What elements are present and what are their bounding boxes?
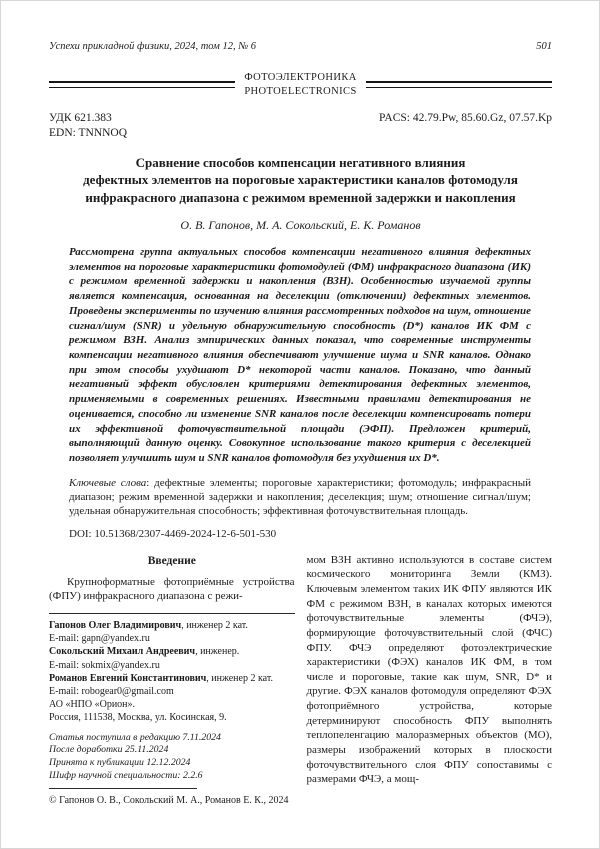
authors-line: О. В. Гапонов, М. А. Сокольский, Е. К. Романов bbox=[180, 217, 421, 232]
article-title-line3: инфракрасного диапазона с режимом временной задержки и накопления bbox=[85, 189, 516, 205]
copyright-rule bbox=[49, 788, 197, 789]
specialty-code: Шифр научной специальности: 2.2.6 bbox=[49, 769, 203, 781]
article-title bbox=[49, 154, 552, 206]
article-title-line1: Сравнение способов компенсации негативного влияния bbox=[135, 155, 466, 171]
footnote-address: Россия, 111538, Москва, ул. Косинская, 9. bbox=[49, 712, 227, 724]
footnote-person-role: , инженер 2 кат. bbox=[206, 672, 273, 684]
section-banner bbox=[49, 71, 552, 98]
section-name bbox=[244, 71, 356, 98]
left-column bbox=[49, 553, 295, 808]
udk-code: УДК 621.383 bbox=[49, 112, 112, 125]
footnote-person-email: E-mail: gapn@yandex.ru bbox=[49, 633, 150, 645]
footnote-person bbox=[49, 672, 295, 685]
footnote-person-name: Сокольский Михаил Андреевич bbox=[49, 646, 196, 658]
footnote-person bbox=[49, 619, 295, 632]
date-received: Статья поступила в редакцию 7.11.2024 bbox=[49, 731, 221, 743]
section-name-ru: ФОТОЭЛЕКТРОНИКА bbox=[244, 72, 357, 83]
journal-name: Успехи прикладной физики, 2024, том 12, № 6 bbox=[49, 41, 257, 52]
keywords-paragraph bbox=[69, 476, 531, 519]
footnote-person-email: E-mail: robogear0@gmail.com bbox=[49, 685, 174, 697]
footnote-person-name: Гапонов Олег Владимирович bbox=[49, 620, 182, 632]
abstract-text: Рассмотрена группа актуальных способов компенсации негативного влияния дефектных элементов на пороговые характеристики фотомодулей (ФМ) инфракрасного диапазона (ИК) с режимом временной задержки и накопления (ВЗН). Особенностью изучаемой группы является компенсация, основанная на деселекции (отключении) дефектных элементов. Проведены эксперименты по изучению влияния рассмотренных подходов на шум, отношение сигнал/шум (SNR) и удельную обнаружительную способность (D*) каналов ИК ФМ с режимом ВЗН. Анализ эмпирических данных показал, что современные инструменты компенсации негативного влияния обеспечивают улучшение шума и SNR каналов. Однако при этом способы ухудшают D* некоторой части каналов. Показано, что данный негативный эффект обусловлен критериями детектирования дефектных элементов, применяемыми в современных решениях. Известными правилами детектирования не оценивается, способно ли изменение SNR каналов после деселекции компенсировать потери их эффективной фоточувствительной площади (ЭФП). Предложен критерий, выполняющий данную оценку. Совокупное использование такого критерия с деселекцией позволяет улучшить шум и SNR каналов фотомодуля без ухудшения их D*. bbox=[69, 245, 531, 465]
section-name-en: PHOTOELECTRONICS bbox=[244, 85, 357, 97]
footnote-person-name: Романов Евгений Константинович bbox=[49, 672, 207, 684]
pacs-code: PACS: 42.79.Pw, 85.60.Gz, 07.57.Kp bbox=[379, 112, 552, 125]
right-column bbox=[307, 553, 553, 808]
right-column-paragraph: мом ВЗН активно используются в составе систем космического мониторинга Земли (КМЗ). Ключевым элементом таких ИК ФПУ являются ИК ФМ с режимом ВЗН, в каналах которых имеются фоточувствительные элементы (ФЧЭ), формирующие фоточувствительный слой (ФЧС) ФПУ. ФЧЭ определяют фотоэлектрические характеристики (ФЭХ) каналов ИК ФМ, в том числе и пороговые, такие как шум, SNR, D* и другие. ФЭХ каналов фотомодуля определяют ФЭХ фотоприёмного устройства, которые детерминируют способность ФПУ выполнять теплопеленгацию малоразмерных объектов (МО), размеры изображений которых в плоскости фоточувствительного слоя ФПУ сопоставимы с размерами ФЧЭ, а мощ- bbox=[306, 553, 552, 786]
copyright-line: © Гапонов О. В., Сокольский М. А., Романов Е. К., 2024 bbox=[49, 795, 289, 807]
article-title-line2: дефектных элементов на пороговые характеристики каналов фотомодуля bbox=[83, 172, 518, 188]
page-number: 501 bbox=[536, 41, 552, 52]
introduction-paragraph: Крупноформатные фотоприёмные устройства (ФПУ) инфракрасного диапазона с режи- bbox=[49, 575, 295, 603]
date-accepted: Принята к публикации 12.12.2024 bbox=[49, 757, 191, 768]
banner-rule-right bbox=[366, 81, 552, 88]
edn-code: EDN: TNNNOQ bbox=[49, 126, 128, 139]
footnote-person bbox=[49, 645, 295, 658]
date-revised: После доработки 25.11.2024 bbox=[49, 744, 169, 756]
footnote-person-email: E-mail: sokmix@yandex.ru bbox=[49, 659, 160, 671]
keywords-text: : дефектные элементы; пороговые характеристики; фотомодуль; инфракрасный диапазон; режим временной задержки и накопления; деселекция; шум; отношение сигнал/шум; удельная обнаружительная способность; эффективная фоточувствительная площадь. bbox=[69, 476, 531, 518]
banner-rule-left bbox=[49, 81, 235, 88]
footnote-person-role: , инженер. bbox=[195, 646, 240, 658]
footnote-dates bbox=[49, 732, 295, 783]
doi-line: DOI: 10.51368/2307-4469-2024-12-6-501-530 bbox=[69, 527, 277, 540]
footnote-person-role: , инженер 2 кат. bbox=[181, 620, 248, 632]
author-footnote bbox=[49, 613, 295, 808]
footnote-organization: АО «НПО «Орион». bbox=[49, 699, 136, 711]
body-columns bbox=[49, 553, 552, 808]
running-head bbox=[49, 41, 552, 52]
introduction-heading: Введение bbox=[147, 554, 196, 567]
keywords-label: Ключевые слова bbox=[69, 476, 147, 489]
codes-row bbox=[49, 111, 552, 125]
